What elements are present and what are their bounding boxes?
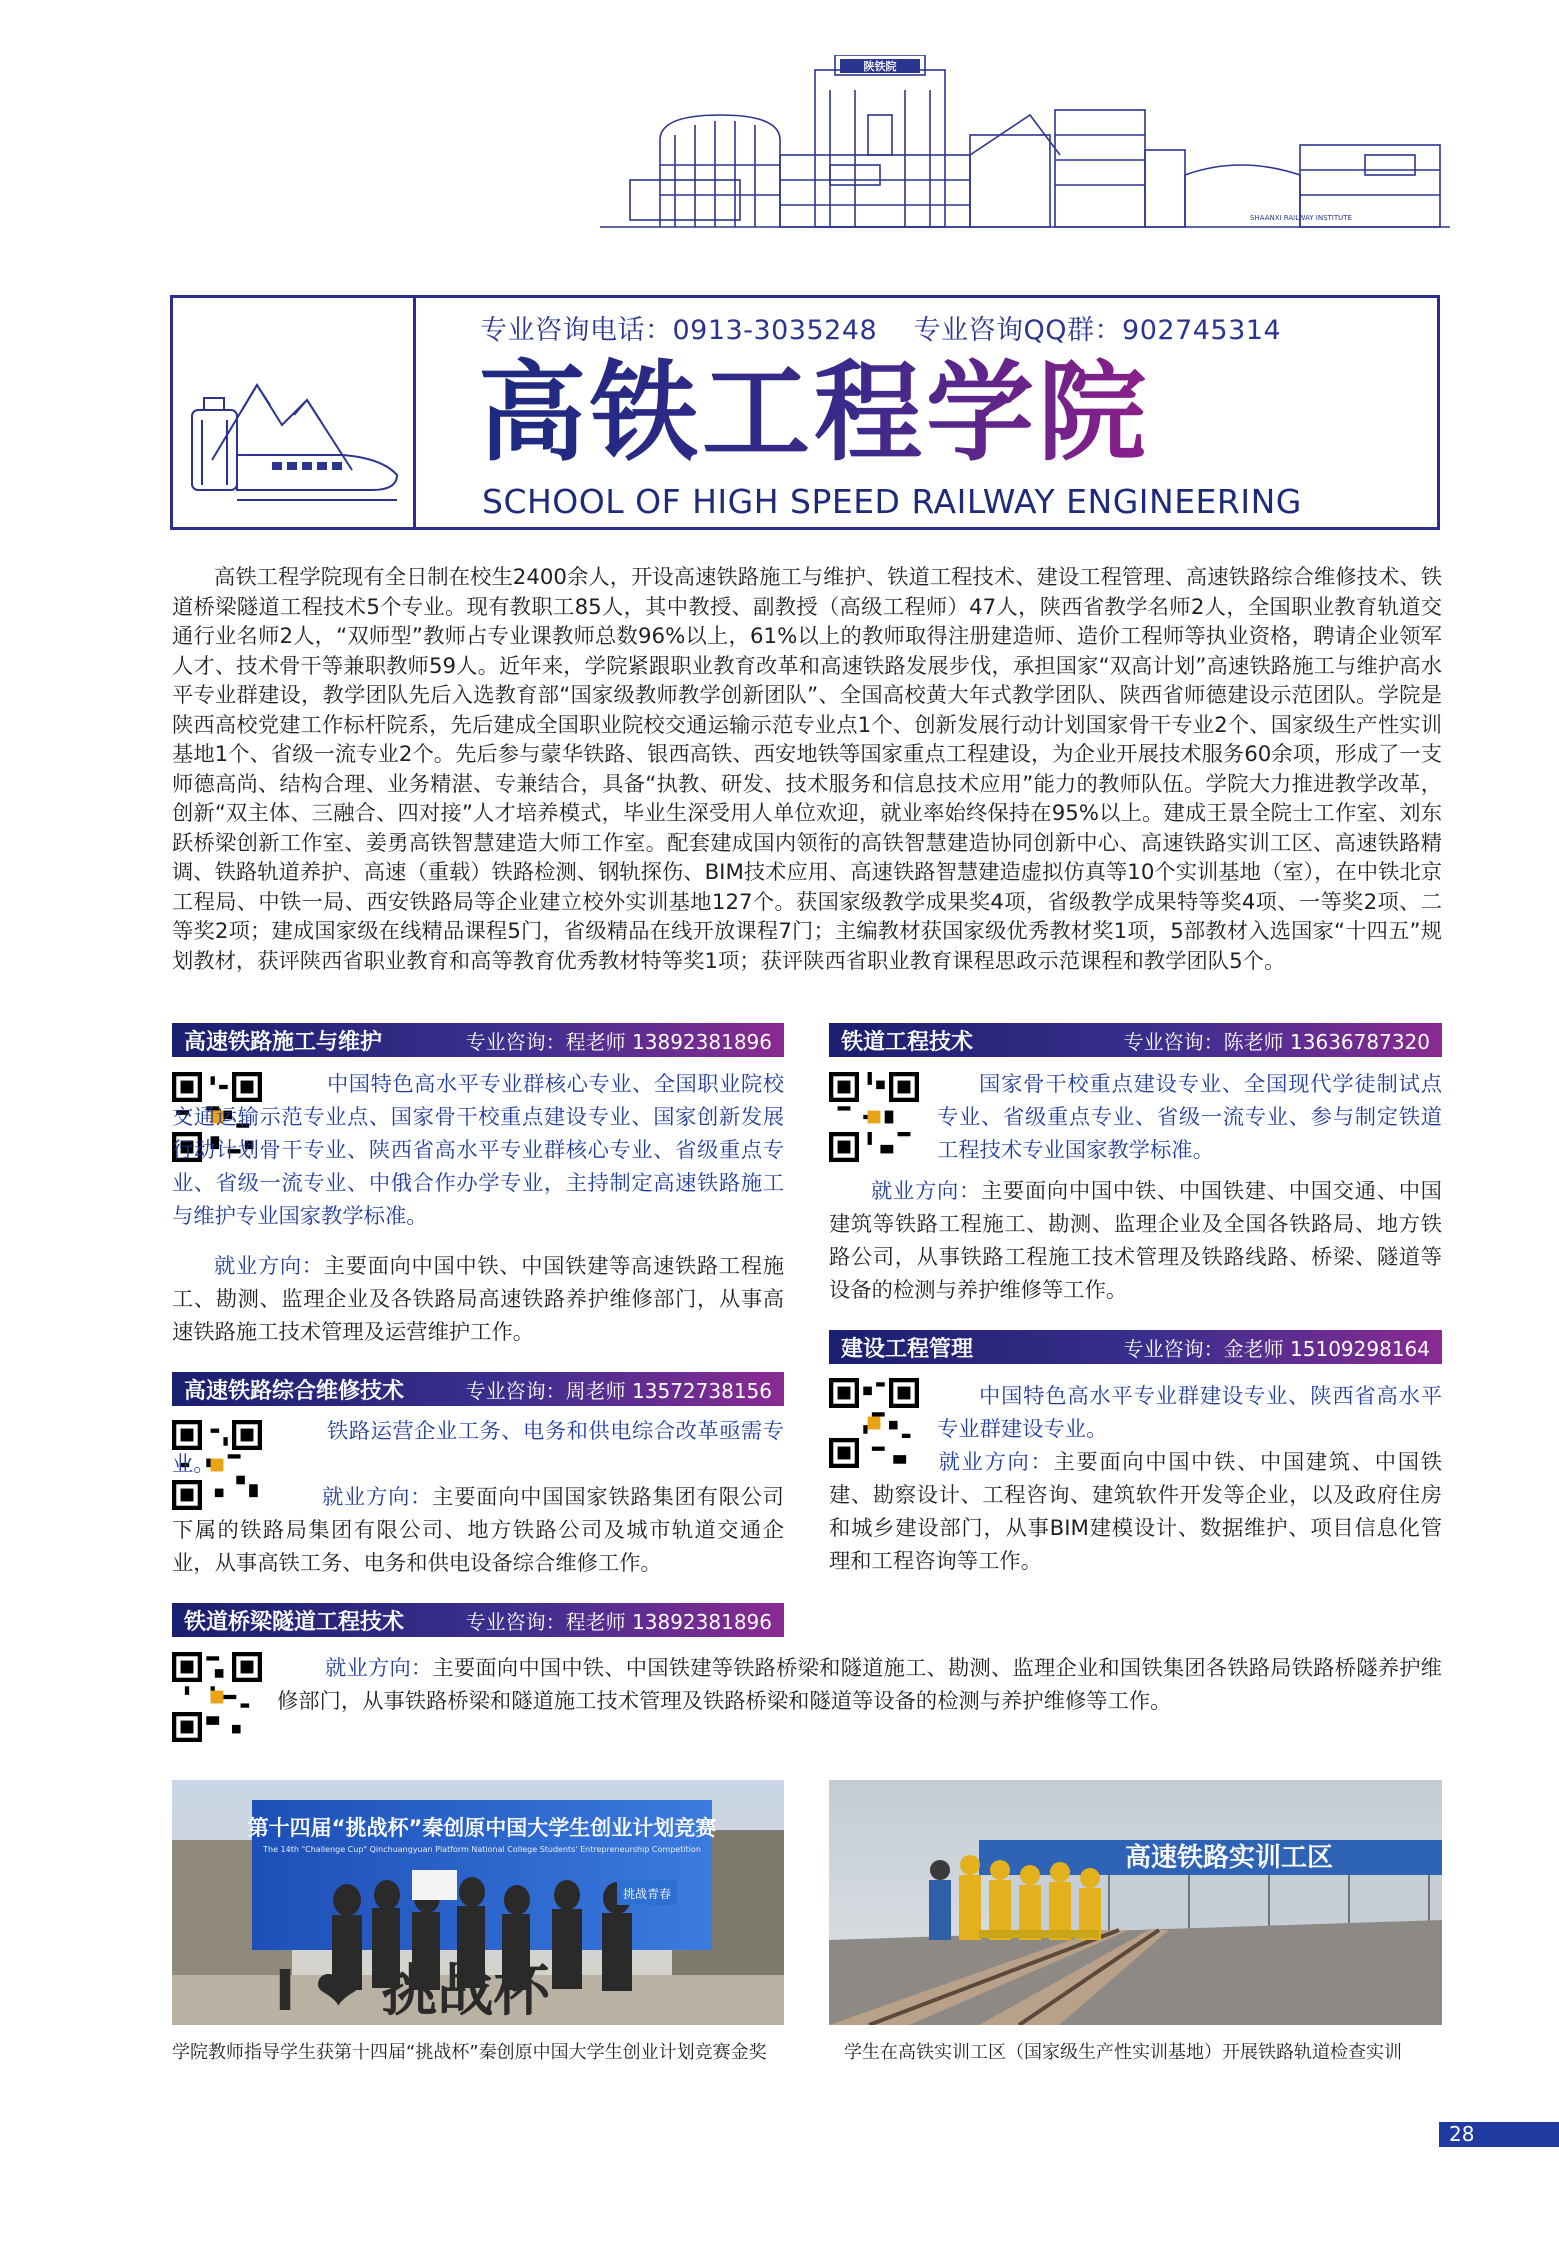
major-header-bridge-tunnel (172, 1603, 784, 1637)
job-label: 就业方向： (937, 1450, 1054, 1475)
major-header-hsr-construction (172, 1023, 784, 1057)
photo-ground-text: I ❤ 挑战杯 (274, 1959, 550, 2024)
major-header-railway-engineering (829, 1023, 1442, 1057)
major-highlight: 中国特色高水平专业群核心专业、全国职业院校交通运输示范专业点、国家骨干校重点建设专业、国家创新发展行动计划骨干专业、陕西省高水平专业群核心专业、省级重点专业、省级一流专业、中俄合作办学专业，主持制定高速铁路施工与维护专业国家教学标准。 (172, 1072, 784, 1229)
major-consult: 专业咨询：周老师 13572738156 (465, 1378, 772, 1403)
major-name: 铁道桥梁隧道工程技术 (184, 1609, 405, 1635)
job-label: 就业方向： (322, 1485, 433, 1510)
major-highlight: 国家骨干校重点建设专业、全国现代学徒制试点专业、省级重点专业、省级一流专业、参与制定铁道工程技术专业国家教学标准。 (937, 1072, 1442, 1163)
job-label: 就业方向： (325, 1656, 433, 1681)
job-label: 就业方向： (871, 1179, 981, 1204)
travel-train-illustration (182, 340, 407, 510)
photo-sign: 高速铁路实训工区 (1124, 1843, 1334, 1873)
major-job (172, 1250, 784, 1349)
photo-challenge-cup (172, 1780, 784, 2025)
intro-paragraph: 高铁工程学院现有全日制在校生2400余人，开设高速铁路施工与维护、铁道工程技术、建设工程管理、高速铁路综合维修技术、铁道桥梁隧道工程技术5个专业。现有教职工85人，其中教授、副教授（高级工程师）47人，陕西省教学名师2人，全国职业教育轨道交通行业名师2人，“双师型”教师占专业课教师总数96%以上，61%以上的教师取得注册建造师、造价工程师等执业资格，聘请企业领军人才、技术骨干等兼职教师59人。近年来，学院紧跟职业教育改革和高速铁路发展步伐，承担国家“双高计划”高速铁路施工与维护高水平专业群建设，教学团队先后入选教育部“国家级教师教学创新团队”、全国高校黄大年式教学团队、陕西省师德建设示范团队。学院是陕西高校党建工作标杆院系，先后建成全国职业院校交通运输示范专业点1个、创新发展行动计划国家骨干专业2个、国家级生产性实训基地1个、省级一流专业2个。先后参与蒙华铁路、银西高铁、西安地铁等国家重点工程建设，为企业开展技术服务60余项，形成了一支师德高尚、结构合理、业务精湛、专兼结合，具备“执教、研发、技术服务和信息技术应用”能力的教师队伍。学院大力推进教学改革，创新“双主体、三融合、四对接”人才培养模式，毕业生深受用人单位欢迎，就业率始终保持在95%以上。建成王景全院士工作室、刘东跃桥梁创新工作室、姜勇高铁智慧建造大师工作室。配套建成国内领衔的高铁智慧建造协同创新中心、高速铁路实训工区、高速铁路精调、铁路轨道养护、高速（重载）铁路检测、钢轨探伤、BIM技术应用、高速铁路智慧建造虚拟仿真等10个实训基地（室），在中铁北京工程局、中铁一局、西安铁路局等企业建立校外实训基地127个。获国家级教学成果奖4项，省级教学成果特等奖4项、一等奖2项、二等奖2项；建成国家级在线精品课程5门，省级精品在线开放课程7门；主编教材获国家级优秀教材奖1项，5部教材入选国家“十四五”规划教材，获评陕西省职业教育和高等教育优秀教材特等奖1项；获评陕西省职业教育课程思政示范课程和教学团队5个。 (172, 565, 1443, 974)
qr-code-icon (829, 1072, 919, 1162)
job-text: 主要面向中国中铁、中国铁建等高速铁路工程施工、勘测、监理企业及各铁路局高速铁路养护维修部门，从事高速铁路施工技术管理及运营维护工作。 (172, 1254, 784, 1345)
major-name: 高速铁路综合维修技术 (184, 1378, 405, 1404)
page-number: 28 (1439, 2122, 1559, 2147)
major-job (829, 1446, 1442, 1578)
major-name: 铁道工程技术 (841, 1029, 974, 1055)
major-name: 建设工程管理 (841, 1336, 974, 1362)
major-job (277, 1652, 1442, 1718)
major-consult: 专业咨询：金老师 15109298164 (1123, 1336, 1430, 1361)
campus-illustration (600, 55, 1450, 235)
photo-caption: 学院教师指导学生获第十四届“挑战杯”秦创原中国大学生创业计划竞赛金奖 (172, 2042, 767, 2063)
major-consult: 专业咨询：程老师 13892381896 (465, 1609, 772, 1634)
major-consult: 专业咨询：陈老师 13636787320 (1123, 1029, 1430, 1054)
photo-banner-cn: 第十四届“挑战杯”秦创原中国大学生创业计划竞赛 (247, 1816, 717, 1840)
photo-caption: 学生在高铁实训工区（国家级生产性实训基地）开展铁路轨道检查实训 (844, 2042, 1402, 2063)
photo-rail-training (829, 1780, 1442, 2025)
major-header-hsr-maintenance (172, 1372, 784, 1406)
title-divider (413, 298, 416, 527)
major-job (829, 1175, 1442, 1307)
job-text: 主要面向中国中铁、中国建筑、中国铁建、勘察设计、工程咨询、建筑软件开发等企业，以及政府住房和城乡建设部门，从事BIM建模设计、数据维护、项目信息化管理和工程咨询等工作。 (829, 1450, 1442, 1574)
consult-contact: 专业咨询电话：0913-3035248 专业咨询QQ群：902745314 (480, 315, 1282, 346)
major-job (172, 1481, 784, 1580)
photo-sign: 挑战青春 (622, 1887, 672, 1901)
major-consult: 专业咨询：程老师 13892381896 (465, 1029, 772, 1054)
qr-code-icon (172, 1652, 262, 1742)
institute-en-label: SHAANXI RAILWAY INSTITUTE (1250, 214, 1352, 222)
photo-banner-en: The 14th "Challenge Cup" Qinchuangyuan Platform National College Students' Entrepreneurship Competition (263, 1845, 701, 1854)
job-text: 主要面向中国中铁、中国铁建、中国交通、中国建筑等铁路工程施工、勘测、监理企业及全国各铁路局、地方铁路公司，从事铁路工程施工技术管理及铁路线路、桥梁、隧道等设备的检测与养护维修等工作。 (829, 1179, 1442, 1303)
job-text: 主要面向中国国家铁路集团有限公司下属的铁路局集团有限公司、地方铁路公司及城市轨道交通企业，从事高铁工务、电务和供电设备综合维修工作。 (172, 1485, 784, 1576)
major-header-construction-management (829, 1330, 1442, 1364)
job-label: 就业方向： (214, 1254, 324, 1279)
major-highlight: 中国特色高水平专业群建设专业、陕西省高水平专业群建设专业。 (937, 1384, 1442, 1442)
job-text: 主要面向中国中铁、中国铁建等铁路桥梁和隧道施工、勘测、监理企业和国铁集团各铁路局铁路桥隧养护维修部门，从事铁路桥梁和隧道施工技术管理及铁路桥梁和隧道等设备的检测与养护维修等工作。 (277, 1656, 1442, 1714)
campus-sign: 陕铁院 (863, 60, 897, 73)
major-highlight: 铁路运营企业工务、电务和供电综合改革亟需专业。 (172, 1419, 784, 1477)
major-name: 高速铁路施工与维护 (184, 1029, 383, 1055)
school-title-cn: 高铁工程学院 (478, 351, 1151, 476)
school-title-en: SCHOOL OF HIGH SPEED RAILWAY ENGINEERING (482, 482, 1302, 521)
